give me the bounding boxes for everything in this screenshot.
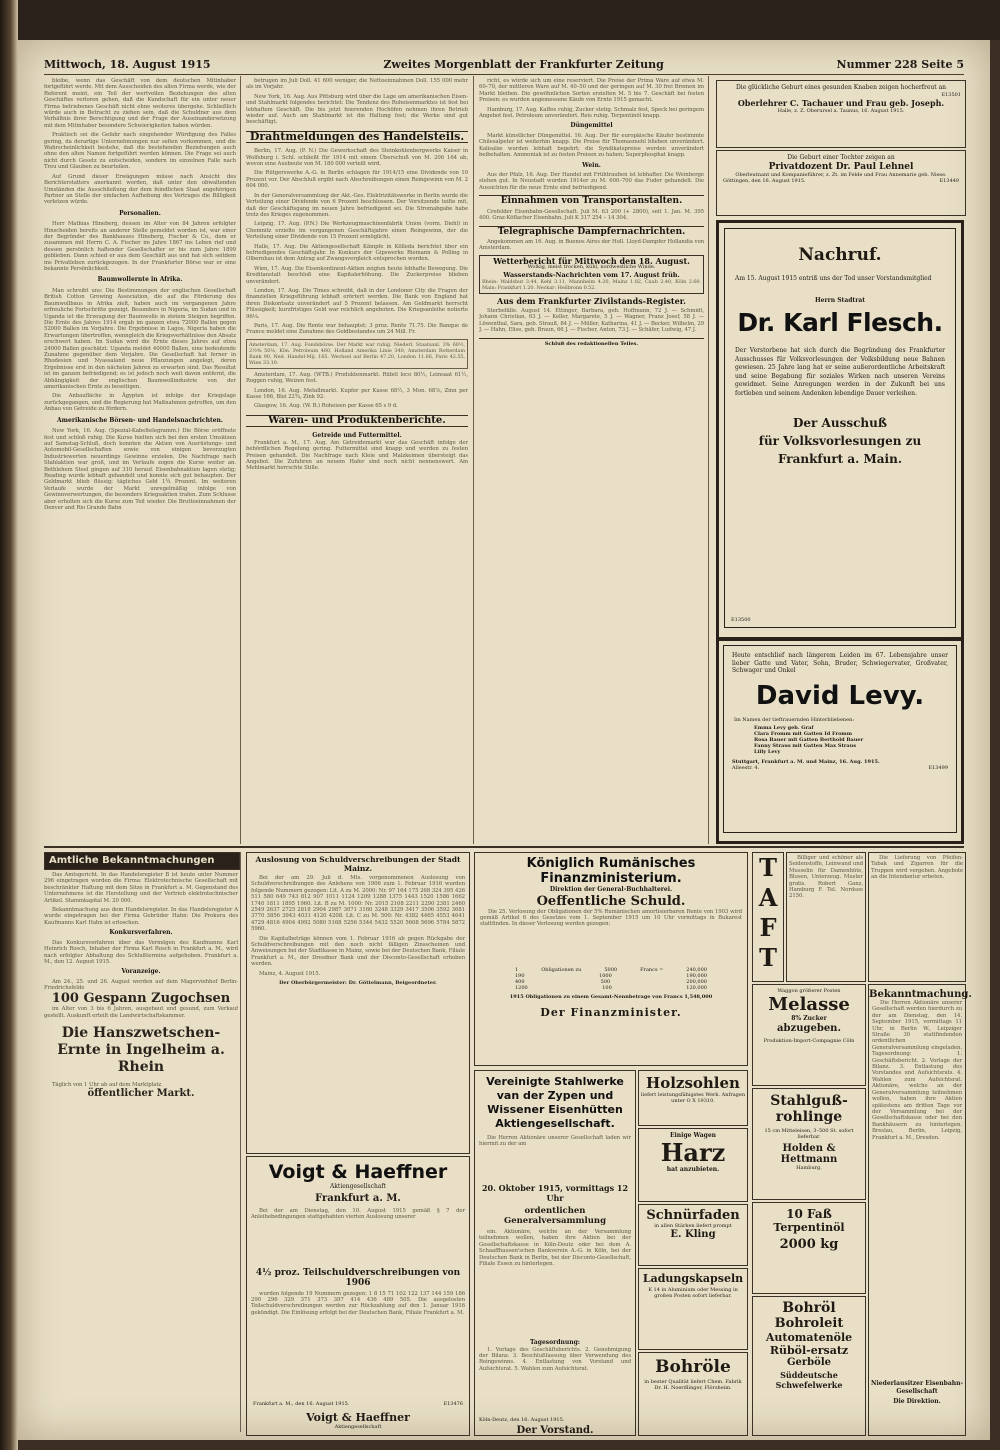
weather-text: Wolkig, meist trocken, kühl, nordwestliche Winde. bbox=[527, 264, 656, 271]
sub-wein: Wein. bbox=[582, 161, 601, 169]
obituary-flesch: Nachruf. Am 15. August 1915 entriß uns der Tod unser Vorstandsmitglied Herrn Stadtrat Dr. Karl Flesch. Der Verstorbene hat sich durch die Begründung des Frankfurter Ausschusses für Volksvorlesungen der Volksbildung neue Bahnen gewiesen. 25 Jahre lang hat er seine außerordentliche Arbeitskraft und seine Begabung für soziales Wirken nach unseren Vereins gewidmet. Seine Anregungen werden in der Zukunft bei uns fortleben und seinem Andenken lebendige Dauer verleihen. Der Ausschuß für Volksvorlesungen zu Frankfurt a. Main. E13500 bbox=[716, 220, 964, 640]
rumaenien-table: 1 Obligationen zu 5000 Francs = 240,000 190 1000 190,000 400 500 200,000 1200 100 120,000 bbox=[515, 966, 707, 991]
voranzeige-heading: Voranzeige. bbox=[121, 968, 161, 976]
header-page-number: Nummer 228 Seite 5 bbox=[836, 58, 964, 71]
obituary-levy: Heute entschlief nach längerem Leiden im 67. Lebensjahre unser lieber Gatte und Vater, Sohn, Bruder, Schwiegervater, Großvater, Schwager und Onkel David Levy. Im Namen der tieftrauernden Hinterbliebenen: Emma Levy geb. Graf Clara Fromm mit Gatten Id Fromm Rosa Bauer mit Gatten Berthold Bauer Fanny Straus mit Gatten Max Straus Lilly Levy Stuttgart, Frankfurt a. M. und Mainz, 16. Aug. 1915. Alleestr. 4. E13499 bbox=[716, 638, 964, 844]
niederlausitzer-ad: Bekanntmachung. Die Herren Aktionäre unserer Gesellschaft werden hierdurch zu der am Dienstag, den 14. September 1915, vormittags 11 Uhr, in Berlin W., Leipziger Straße 30 stattfindenden ordentlichen Generalversammlung eingeladen. Tagesordnung: 1. Geschäftsbericht. 2. Vorlage der Bilanz. 3. Entlastung des Vorstandes und Aufsichtsrats. 4. Wahlen zum Aufsichtsrat. Aktionäre, welche an der Generalversammlung teilnehmen wollen, haben ihre Aktien spätestens am dritten Tage vor der Versammlung bei der Gesellschaftskasse oder bei den Bankhäusern zu hinterlegen. Breslau, Berlin, Leipzig, Frankfurt a. M., Dresden. Niederlausitzer Eisenbahn-Gesellschaft Die Direktion. bbox=[868, 984, 966, 1436]
obituary-name: Dr. Karl Flesch. bbox=[737, 308, 943, 337]
sub-getreide: Getreide und Futtermittel. bbox=[312, 432, 402, 440]
markt-ad: öffentlicher Markt. bbox=[87, 1088, 195, 1100]
column-1: bleibe, wenn das Geschäft von dem deutschen Mitinhaber fortgeführt werde. Mit dem Ausscheiden des alten Firma werde, wie der Referent meint, ein Teil der wertvollen Beziehungen des alten Geschäftes verloren gehen, daß die Kundschaft für ein unter neuer Firma betriebenes Geschäft nicht ohne weiteres übergehe. Schließlich würde auch in Betracht zu ziehen sein, daß die Schuldner aus dem Verhältnis ihrer Berechtigung und der Frage der Auseinandersetzung mit dem Mitinhaber besondere Schwierigkeiten haben würden. Praktisch sei die Gefahr nach eingehender Würdigung des Falles gering, da derartige Unternehmungen nur selten vorkommen, und die Wahrscheinlichkeit bestehe, daß die bestehenden Beziehungen auch ohne den alten Namen fortgeführt werden können. Die Frage sei auch nicht durch Gesetz zu entscheiden, sondern im einzelnen Falle nach Treu und Glauben zu beurteilen. Auf Grund dieser Erwägungen müsse nach Ansicht des Berichterstatters anerkannt werden, daß unter den obwaltenden Umständen die Ausschließung der dem feindlichen Staat angehörigen Partner an Stelle der einfachen Aufhebung des Vertrages die Billigkeit verletzen würde. Personalien. Herr Mathias Hineberg, dessen im Alter von 84 Jahren erfolgter Hinscheiden bereits an anderer Stelle gemeldet worden ist, war einer der Begründer des Bankhauses Hineberg, Fischer & Co., dem er zusammen mit Herrn C. A. Fischer im Jahre 1867 ins Leben rief und dessen persönlich haftender Gesellschafter er bis zum Jahre 1899 geblieben. Dann schied er aus dem Geschäft aus und hat sich seitdem ins Privatleben zurückgezogen. In der Frankfurter Börse war er eine bekannte Persönlichkeit. Baumwollernte in Afrika. Man schreibt uns: Die Bestimmungen der englischen Gesellschaft British Cotton Growing Association, die auf die Förderung des Baumwollbaus in Afrika zielt, haben auch im vergangenen Jahre erfreuliche Fortschritte gezeigt. Besonders in Nigeria, im Sudan und in Uganda ist die Erzeugung der Baumwolle in stetem Steigen begriffen. Die Ernte des Jahres 1914 ergab im ganzen etwa 72000 Ballen gegen 52000 Ballen im Vorjahre. Die Ergebnisse in Lagos, Nigeria haben die Erwartungen übertroffen, wenngleich die Kriegsverhältnisse den Absatz erschwert haben. Im Sudan wird die Ernte dieses Jahres auf etwa 24000 Ballen geschätzt. Uganda meldet 40000 Ballen, eine bedeutende Zunahme gegenüber dem Vorjahre. Die Gesellschaft hat ferner in Rhodesien und Nyassaland neue Pflanzungen angelegt, deren Ergebnisse erst in den nächsten Jahren zu erwarten sind. Das Resultat ist im ganzen befriedigend; es ist jedoch noch weit davon entfernt, die Abhängigkeit der englischen Baumwollindustrie von der amerikanischen Ernte zu beseitigen. Die Anbaufläche in Ägypten ist infolge der Kriegslage zurückgegangen, und die Regierung hat Maßnahmen getroffen, um den Anbau von Getreide zu fördern. Amerikanische Börsen- und Handelsnachrichten. New York, 16. Aug. (Spezial-Kabeltelegramm.) Die Börse eröffnete fest und schloß ruhig. Die Kurse hielten sich bei den ersten Umsätzen auf Samstag-Schluß, doch konnten die Aktien von Ausrüstungs- und Automobil-Gesellschaften sowie von einigen bevorzugten Industriewerten neuerdings Gewinne erzielen. Die Nachfrage nach Stahlaktien war groß, und im Verlaufe zogen die Kurse weiter an. Bethlehem Steel gingen auf 310 herauf. Eisenbahnaktien lagen stetig; Reading wurde lebhaft gehandelt und konnte sich gut behaupten. Der Geldmarkt blieb flüssig; tägliches Geld 1¾ Prozent. Im weiteren Verlaufe wurde der Markt unregelmäßig infolge von Gewinnverwertungen, die besonders Kriegsaktien trafen. Zum Schlusse aber erholten sich die Kurse zum Teil wieder. Die Bruttoeinnahmen der Denver and Rio Grande Bahn bbox=[44, 78, 236, 512]
birth-notice-1: Die glückliche Geburt eines gesunden Knaben zeigen hocherfreut an E13501 Oberlehrer C. Tachauer und Frau geb. Joseph. Halle, z. Z. Oberursel a. Taunus, 16. August 1915. bbox=[716, 80, 966, 148]
ladungskapseln-ad: Ladungskapseln K 14 in Aluminium oder Messing in großen Posten sofort lieferbar. bbox=[638, 1268, 748, 1350]
obituary-title: Nachruf. bbox=[798, 245, 882, 265]
bohroele-ad: Bohröle in bester Qualität liefert Chem. Fabrik Dr. H. Noerdlinger, Flörsheim. bbox=[638, 1352, 748, 1436]
stahlwerke-ad: Vereinigte Stahlwerke van der Zypen und Wissener Eisenhütten Aktiengesellschaft. Die Herren Aktionäre unserer Gesellschaft laden wir hiermit zu der am 20. Oktober 1915, vormittags 12 Uhr ordentlichen Generalversammlung ein. Aktionäre, welche an der Versammlung teilnehmen wollen, haben ihre Aktien bei der Gesellschaftskasse in Köln-Deutz oder bei dem A. Schaaffhausen'schen Bankverein A.-G. in Köln, bei der Deutschen Bank in Berlin, bei der Disconto-Gesellschaft, Filiale Essen zu hinterlegen. Tagesordnung: 1. Vorlage des Geschäftsberichts. 2. Genehmigung der Bilanz. 3. Beschlußfassung über Verwendung des Reingewinns. 4. Entlastung von Vorstand und Aufsichtsrat. 5. Wahlen zum Aufsichtsrat. Köln-Deutz, den 16. August 1915. Der Vorstand. bbox=[474, 1070, 636, 1436]
rumaenien-ad: Königlich Rumänisches Finanzministerium. Direktion der General-Buchhalterei. Oeffentliche Schuld. Die 25. Verlosung der Obligationen der 5% Rumänischen amortisierbaren Rente von 1903 wird gemäß Artikel 6 des Gesetzes vom 1. September 1915 um 10 Uhr vormittags in Bukarest stattfinden. In dieser Verlosung werden gezogen: 1 Obligationen zu 5000 Francs = 240,000 190 1000 190,000 400 500 200,000 1200 100 120,000 1915 Obligationen zu einem Gesamt-Nennbetrage von Francs 1,548,000 Der Finanzminister. bbox=[474, 852, 748, 1066]
taft-vertical: TAFT bbox=[752, 852, 784, 982]
amtliche-column: Das Amtsgericht. In das Handelsregister B ist heute unter Nummer 296 eingetragen worden die Firma: Elektrotechnische Gesellschaft mit beschränkter Haftung mit dem Sitze in Frankfurt a. M. Gegenstand des Unternehmens ist die Herstellung und der Vertrieb elektrotechnischer Artikel. Stammkapital M. 20 000. Bekanntmachung aus dem Handelsregister. In das Handelsregister A wurde eingetragen bei der Firma Gebrüder Hahn: Die Prokura des Kaufmanns Karl Hahn ist erloschen. Konkursverfahren. Das Konkursverfahren über das Vermögen des Kaufmanns Karl Heinrich Rosch, Inhaber der Firma Karl Rosch in Frankfurt a. M., wird nach erfolgter Abhaltung des Schlußtermins aufgehoben. Frankfurt a. M., den 12. August 1915. Voranzeige. Am 24., 25. und 26. August werden auf dem Magerviehhof Berlin-Friedrichsfelde 100 Gespann Zugochsen im Alter von 3 bis 6 Jahren, ausgebaut und gesund, zum Verkauf gestellt. Auskunft erteilt die Landwirtschaftskammer. Die Hanszwetschen-Ernte in Ingelheim a. Rhein Täglich von 1 Uhr ab auf dem Marktplatz. öffentlicher Markt. bbox=[44, 872, 238, 1100]
auslosung-mainz: Auslosung von Schuldverschreibungen der Stadt Mainz. Bei der am 29. Juli d. Mts. vorgenommenen Auslosung von Schuldverschreibungen des Anlehens von 1906 zum 1. Februar 1916 wurden folgende Nummern gezogen: Lit. A zu M. 2000: Nr. 97 164 175 268 324 395 426 511 580 649 743 812 907 1011 1124 1209 1288 1375 1443 1520 1586 1662 1740 1811 1895 1960. Lit. B zu M. 1000: Nr. 2015 2108 2211 2290 2381 2460 2549 2637 2725 2818 2904 2987 3071 3160 3248 3329 3417 3506 3592 3681 3770 3856 3943 4031 4120 4208. Lit. C zu M. 500: Nr. 4382 4465 4553 4641 4729 4816 4904 4992 5080 5168 5256 5344 5432 5520 5608 5696 5784 5872 5960. Die Kapitalbeträge können vom 1. Februar 1916 ab gegen Rückgabe der Schuldverschreibungen mit den noch nicht fälligen Zinsscheinen und Anweisungen bei der Stadtkasse in Mainz, sowie bei der Deutschen Bank, Filiale Frankfurt a. M., der Dresdner Bank und der Disconto-Gesellschaft erhoben werden. Mainz, 4. August 1915. Der Oberbürgermeister: Dr. Göttelmann, Beigeordneter. bbox=[246, 852, 470, 1154]
birth-notice-2: Die Geburt einer Tochter zeigen an Privatdozent Dr. Paul Lehnel Oberleutnant und Kompanieführer, z. Zt. im Felde und Frau Annemarie geb. Niese. Göttingen, den 16. August 1915. E13449 bbox=[716, 150, 966, 216]
section-baumwolle: Baumwollernte in Afrika. bbox=[97, 276, 183, 284]
sub-duengemittel: Düngemittel bbox=[570, 122, 613, 130]
voigt-haeffner-ad: Voigt & Haeffner Aktiengesellschaft Frankfurt a. M. Bei der am Dienstag, den 10. August 1915 gemäß § 7 der Anleihebedingungen stattgehabten vierten Auslosung unserer 4½ proz. Teilschuldverschreibungen von 1906 wurden folgende 19 Nummern gezogen: 1 8 15 71 102 122 137 144 159 186 290 296 329 371 373 397 414 436 489 505. Die ausgelosten Teilschuldverschreibungen werden zur Rückzahlung auf den 1. Januar 1916 gekündigt. Die Einlösung erfolgt bei der Deutschen Bank, Filiale Frankfurt a. M. Frankfurt a. M., den 16. August 1915. E13476 Voigt & Haeffner Aktiengesellschaft bbox=[246, 1156, 470, 1436]
konkurs-heading: Konkursverfahren. bbox=[109, 929, 173, 937]
end-of-editorial: Schluß des redaktionellen Teiles. bbox=[479, 338, 704, 347]
heading-waren: Waren- und Produktenberichte. bbox=[246, 415, 468, 427]
amtliche-header: Amtliche Bekanntmachungen bbox=[44, 852, 240, 870]
section-personalien: Personalien. bbox=[119, 209, 161, 217]
header-date: Mittwoch, 18. August 1915 bbox=[44, 58, 211, 71]
harz-ad: Einige Wagen Harz hat anzubieten. bbox=[638, 1128, 748, 1202]
column-rule bbox=[708, 76, 709, 844]
scan-border-top bbox=[0, 0, 1000, 40]
column-3: richt, es würde sich um eine reserviert. Die Preise der Prima Ware auf etwa M. 60–70, der mittleren Ware auf M. 40–50 und der geringen auf M. 30 frei Bremen im Markt bleiben. Die gewöhnlichen Sorten erzielten M. 5 bis 7. Geschäft bei festen Preisen: es wurden angemessene Käufe von Ernte 1915 gemacht. Hamburg, 17. Aug. Kaffee ruhig, Zucker stetig. Schmalz fest, Speck bei geringem Angebot fest. Petroleum unverändert. Reis ruhig. Terpentinöl knapp. Düngemittel Markt künstlicher Düngemittel. 16. Aug. Der für europäische Käufer bestimmte Chilesalpeter ist weiterhin knapp. Die Preise für Thomasmehl blieben unverändert. Kalisalze wurden lebhaft begehrt; die Syndikatspreise werden unverändert beibehalten. Ammoniak ist zu festen Preisen zu haben; Superphosphat knapp. Wein. Aus der Pfalz, 16. Aug. Der Handel mit Frühtrauben ist lebhafter. Die Weinberge stehen gut. In Neustadt wurden 1914er zu M. 600–700 das Fuder gehandelt. Die Aussichten für die neue Ernte sind befriedigend. Einnahmen von Transportanstalten. Crefelder Eisenbahn-Gesellschaft. Juli M. 63 200 (+ 2800), seit 1. Jan. M. 395 400. Graz-Köflacher Eisenbahn. Juli K 317 254 – 14 304. Telegraphische Dampfernachrichten. Angekommen am 16. Aug. in Buenos Aires der Holl. Lloyd-Dampfer Hollandia von Amsterdam. Wetterbericht für Mittwoch den 18. August. Wolkig, meist trocken, kühl, nordwestliche Winde. Wasserstands-Nachrichten vom 17. August früh. Rhein: Waldshut 3.44, Kehl 3.11, Mannheim 4.20, Mainz 1.82, Caub 2.40, Köln 2.60. Main: Frankfurt 1.20. Neckar: Heilbronn 0.52. Aus dem Frankfurter Zivilstands-Register. Sterbefälle. August 14. Ettinger, Barbara, geb. Hoffmann, 72 J. — Schmidt, Johann Christian, 63 J. — Keller, Margarete, 5 J. — Wagner, Franz Josef, 58 J. — Löwenthal, Sara, geb. Strauß, 84 J. — Müller, Katharina, 41 J. — Becker, Wilhelm, 29 J. — Hahn, Elise, geb. Braun, 66 J. — Fischer, Anton, 73 J. — Schäfer, Ludwig, 47 J. Schluß des redaktionellen Teiles. bbox=[479, 78, 704, 347]
column-rule bbox=[240, 76, 241, 844]
melasse-ad: Waggon größerer Posten Melasse 8% Zucker abzugeben. Produktion-Import-Compagnie Cöln bbox=[752, 984, 866, 1086]
obituary-levy-name: David Levy. bbox=[755, 680, 925, 711]
ganz-ad: Billiger und schöner als Seidenstoffe, Leinwand und Musselin für Damenhüte, Blusen, Unterzeug. Muster gratis. Robert Ganz, Hamburg F. Tel. Nordsee 2150. bbox=[786, 852, 866, 982]
heading-wasserstand: Wasserstands-Nachrichten vom 17. August früh. bbox=[503, 271, 680, 280]
section-amerikanische: Amerikanische Börsen- und Handelsnachrichten. bbox=[57, 416, 223, 424]
weather-report-box: Wetterbericht für Mittwoch den 18. August. Wolkig, meist trocken, kühl, nordwestliche Winde. Wasserstands-Nachrichten vom 17. August früh. Rhein: Waldshut 3.44, Kehl 3.11, Mannheim 4.20, Mainz 1.82, Caub 2.40, Köln 2.60. Main: Frankfurt 1.20. Neckar: Heilbronn 0.52. bbox=[479, 255, 704, 294]
holzsohlen-ad: Holzsohlen liefert leistungsfähigstes Werk. Anfragen unter O X 19310. bbox=[638, 1070, 748, 1126]
header-paper-title: Zweites Morgenblatt der Frankfurter Zeitung bbox=[383, 58, 664, 71]
schnuerfaden-ad: Schnürfaden in allen Stärken liefert prompt E. Kling bbox=[638, 1204, 748, 1266]
stahlguss-ad: Stahlguß-rohlinge 15 cm Mitteleisen, 3–500 St. sofort lieferbar. Holden & Hettmann Hamburg. bbox=[752, 1088, 866, 1200]
page-header bbox=[44, 58, 964, 75]
hanszwetschen-ad: Die Hanszwetschen-Ernte in Ingelheim a. Rhein bbox=[57, 1024, 225, 1075]
oil-products-ad: Bohröl Bohroleit Automatenöle Rüböl-ersatz Gerböle Süddeutsche Schwefelwerke bbox=[752, 1296, 866, 1436]
lieferung-ad: Die Lieferung von Pfeifen-Tabak und Zigarren für die Truppen wird vergeben. Angebote an die Intendantur erbeten. bbox=[868, 852, 966, 982]
terpentin-ad: 10 Faß Terpentinöl 2000 kg bbox=[752, 1202, 866, 1294]
heading-drahtmeldungen: Drahtmeldungen des Handelsteils. bbox=[246, 131, 468, 143]
gespann-ad: 100 Gespann Zugochsen bbox=[51, 990, 231, 1006]
column-2: betrugen im Juli Doll. 41 600 weniger, die Nettoeinnahmen Doll. 155 000 mehr als im Vorjahr. New York, 16. Aug. Aus Pittsburg wird über die Lage am amerikanischen Eisen- und Stahlmarkt folgendes berichtet: Die Tendenz des Roheisenmarktes ist fest bei lebhaftem Geschäft. Die bis jetzt feierenden Hochöfen nehmen ihren Betrieb wieder auf. Auch am Stahlmarkt ist die Haltung fest; die Werke sind gut beschäftigt. Drahtmeldungen des Handelsteils. Berlin, 17. Aug. (P. N.) Die Gewerkschaft des Steinkohlenbergwerks Kaiser in Wolfsburg i. Schl. schließt für 1914 mit einem Überschuß von M. 206 164 ab, wovon eine Ausbeute von M. 180 000 verteilt wird. Die Rütgerswerke A.-G. in Berlin schlagen für 1914/15 eine Dividende von 10 Prozent vor. Der Abschluß ergibt nach Abschreibungen einen Reingewinn von M. 2 604 000. In der Generalversammlung der Akt.-Ges. Elektrizitätswerke in Berlin wurde die Verteilung einer Dividende von 6 Prozent beschlossen. Der Vorsitzende teilte mit, daß der Geschäftsgang im neuen Jahre befriedigend sei. Die Stromabgabe habe trotz des Krieges zugenommen. Leipzig, 17. Aug. (P.N.) Die Werkzeugmaschinenfabrik Union (vorm. Diehl) in Chemnitz erzielte im vergangenen Geschäftsjahre einen Reingewinn, der die Verteilung einer Dividende von 15 Prozent ermöglicht. Halle, 17. Aug. Die Aktiengesellschaft Kämpfe in Kölleda berichtet über ein befriedigendes Geschäftsjahr. In Konkurs der Gipswerke Riemann & Polling in Olbernhau ist dem Antrag auf Zwangsvergleich entsprochen worden. Wien, 17. Aug. Die Eisenkontinent-Aktien zeigten heute lebhafte Bewegung. Die Kreditanstalt beschloß eine Kapitalerhöhung. Die Zuckerpreise blieben unverändert. London, 17. Aug. Die Times schreibt, daß in der Londoner City die Fragen der finanziellen Kriegsführung lebhaft erörtert werden. Die Bank von England hat ihren Diskontsatz unverändert auf 5 Prozent belassen. Am Geldmarkt herrscht Flüssigkeit; kurzfristiges Geld war reichlich angeboten. Die Kriegsanleihe notierte 96⅛. Paris, 17. Aug. Die Rente war behauptet; 3 proz. Rente 71.75. Die Banque de France meldet eine Zunahme des Goldbestandes um 24 Mill. Fr. Amsterdam, 17. Aug. Fondsbörse. Der Markt war ruhig. Niederl. Staatsanl. 3% 60½, 2½% 50⅜, Kön. Petroleum 460, Holland Amerika Linie 340, Amsterdam Rotterdam Bank 90, Ned. Handel-Mij. 165. Wechsel auf Berlin 47.20, London 11.66, Paris 42.55, Wien 33.10. Amsterdam, 17. Aug. (WTB.) Produktenmarkt. Rüböl loco 80½, Leinsaat 61½, Roggen ruhig, Weizen fest. London, 16. Aug. Metallmarkt. Kupfer per Kasse 68½, 3 Mon. 68⅞, Zinn per Kasse 166, Blei 22¾, Zink 92. Glasgow, 16. Aug. (W. B.) Roheisen per Kasse 65 s 9 d. Waren- und Produktenberichte. Getreide und Futtermittel. Frankfurt a. M., 17. Aug. Am Getreidemarkt war das Geschäft infolge der behördlichen Regelung gering. Futtermittel sind knapp und werden zu festen Preisen gehandelt. Die Nachfrage nach Kleie und Malzkeimen übersteigt das Angebot. Die Zufuhren an neuem Hafer sind noch nicht nennenswert. Am Mehlmarkt herrschte Stille. bbox=[246, 78, 468, 472]
heading-einnahmen: Einnahmen von Transportanstalten. bbox=[479, 195, 704, 204]
binding-spine bbox=[0, 0, 18, 1450]
heading-wetter: Wetterbericht für Mittwoch den 18. August. bbox=[493, 255, 690, 266]
newspaper-page bbox=[18, 40, 990, 1440]
column-rule bbox=[473, 76, 474, 844]
heading-dampfer: Telegraphische Dampfernachrichten. bbox=[479, 226, 704, 235]
heading-zivilstand: Aus dem Frankfurter Zivilstands-Register. bbox=[497, 295, 686, 306]
section-rule bbox=[44, 846, 964, 848]
